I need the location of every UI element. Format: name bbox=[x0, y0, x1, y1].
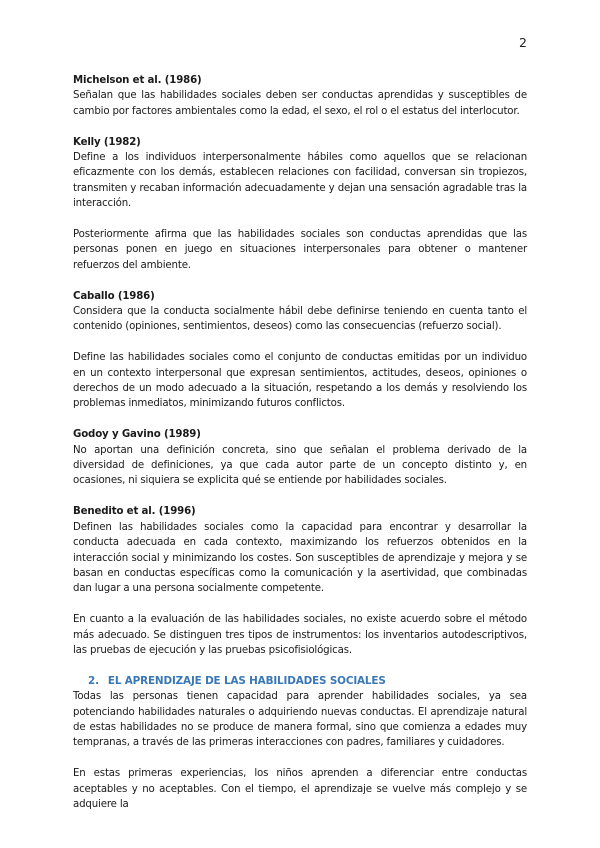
paragraph: Todas las personas tienen capacidad para aprender habilidades sociales, ya sea potenciando habilidades naturales o adquiriendo nuevas conductas. El aprendizaje natural de estas habilidades no se produce de manera formal, sino que comienza a edades muy tempranas, a través de las primeras interacciones con padres, familiares y cuidadores. bbox=[73, 691, 527, 749]
author-heading: Godoy y Gavino (1989) bbox=[73, 429, 201, 441]
author-heading: Michelson et al. (1986) bbox=[73, 75, 202, 86]
section-number: 2. bbox=[88, 674, 99, 687]
section-heading bbox=[73, 674, 527, 689]
document-body bbox=[73, 73, 527, 812]
author-heading: Benedito et al. (1996) bbox=[73, 506, 196, 518]
section-title: EL APRENDIZAJE DE LAS HABILIDADES SOCIALES bbox=[107, 674, 386, 687]
page-number: 2 bbox=[519, 35, 527, 50]
paragraph: Define a los individuos interpersonalmente hábiles como aquellos que se relacionan eficazmente con los demás, establecen relaciones con facilidad, conversan sin tropiezos, transmiten y recaban información adecuadamente y dejan una sensación agradable tras la interacción. bbox=[73, 152, 527, 210]
paragraph: No aportan una definición concreta, sino que señalan el problema derivado de la diversidad de definiciones, ya que cada autor parte de un concepto distinto y, en ocasiones, ni siquiera se explicita qué se entiende por habilidades sociales. bbox=[73, 444, 527, 487]
paragraph: Posteriormente afirma que las habilidades sociales son conductas aprendidas que las personas ponen en juego en situaciones interpersonales para obtener o mantener refuerzos del ambiente. bbox=[73, 229, 527, 271]
paragraph: Considera que la conducta socialmente hábil debe definirse teniendo en cuenta tanto el contenido (opiniones, sentimientos, deseos) como las consecuencias (refuerzo social). bbox=[73, 306, 527, 333]
author-heading: Kelly (1982) bbox=[73, 136, 141, 148]
paragraph: Definen las habilidades sociales como la capacidad para encontrar y desarrollar la conducta adecuada en cada contexto, maximizando los refuerzos obtenidos en la interacción social y minimizando los costes. Son susceptibles de aprendizaje y mejora y se basan en conductas específicas como la comunicación y la asertividad, que combinadas dan lugar a una persona socialmente competente. bbox=[73, 521, 527, 595]
paragraph: En estas primeras experiencias, los niños aprenden a diferenciar entre conductas aceptables y no aceptables. Con el tiempo, el aprendizaje se vuelve más complejo y se adquiere la bbox=[73, 768, 527, 810]
paragraph: En cuanto a la evaluación de las habilidades sociales, no existe acuerdo sobre el método más adecuado. Se distinguen tres tipos de instrumentos: los inventarios autodescriptivos, las pruebas de ejecución y las pruebas psicofisiológicas. bbox=[73, 614, 527, 656]
author-heading: Caballo (1986) bbox=[73, 290, 155, 302]
paragraph: Señalan que las habilidades sociales deben ser conductas aprendidas y susceptibles de cambio por factores ambientales como la edad, el sexo, el rol o el estatus del interlocutor. bbox=[73, 90, 527, 117]
paragraph: Define las habilidades sociales como el conjunto de conductas emitidas por un individuo en un contexto interpersonal que expresan sentimientos, actitudes, deseos, opiniones o derechos de un modo adecuado a la situación, respetando a los demás y resolviendo los problemas inmediatos, minimizando futuros conflictos. bbox=[73, 352, 527, 410]
